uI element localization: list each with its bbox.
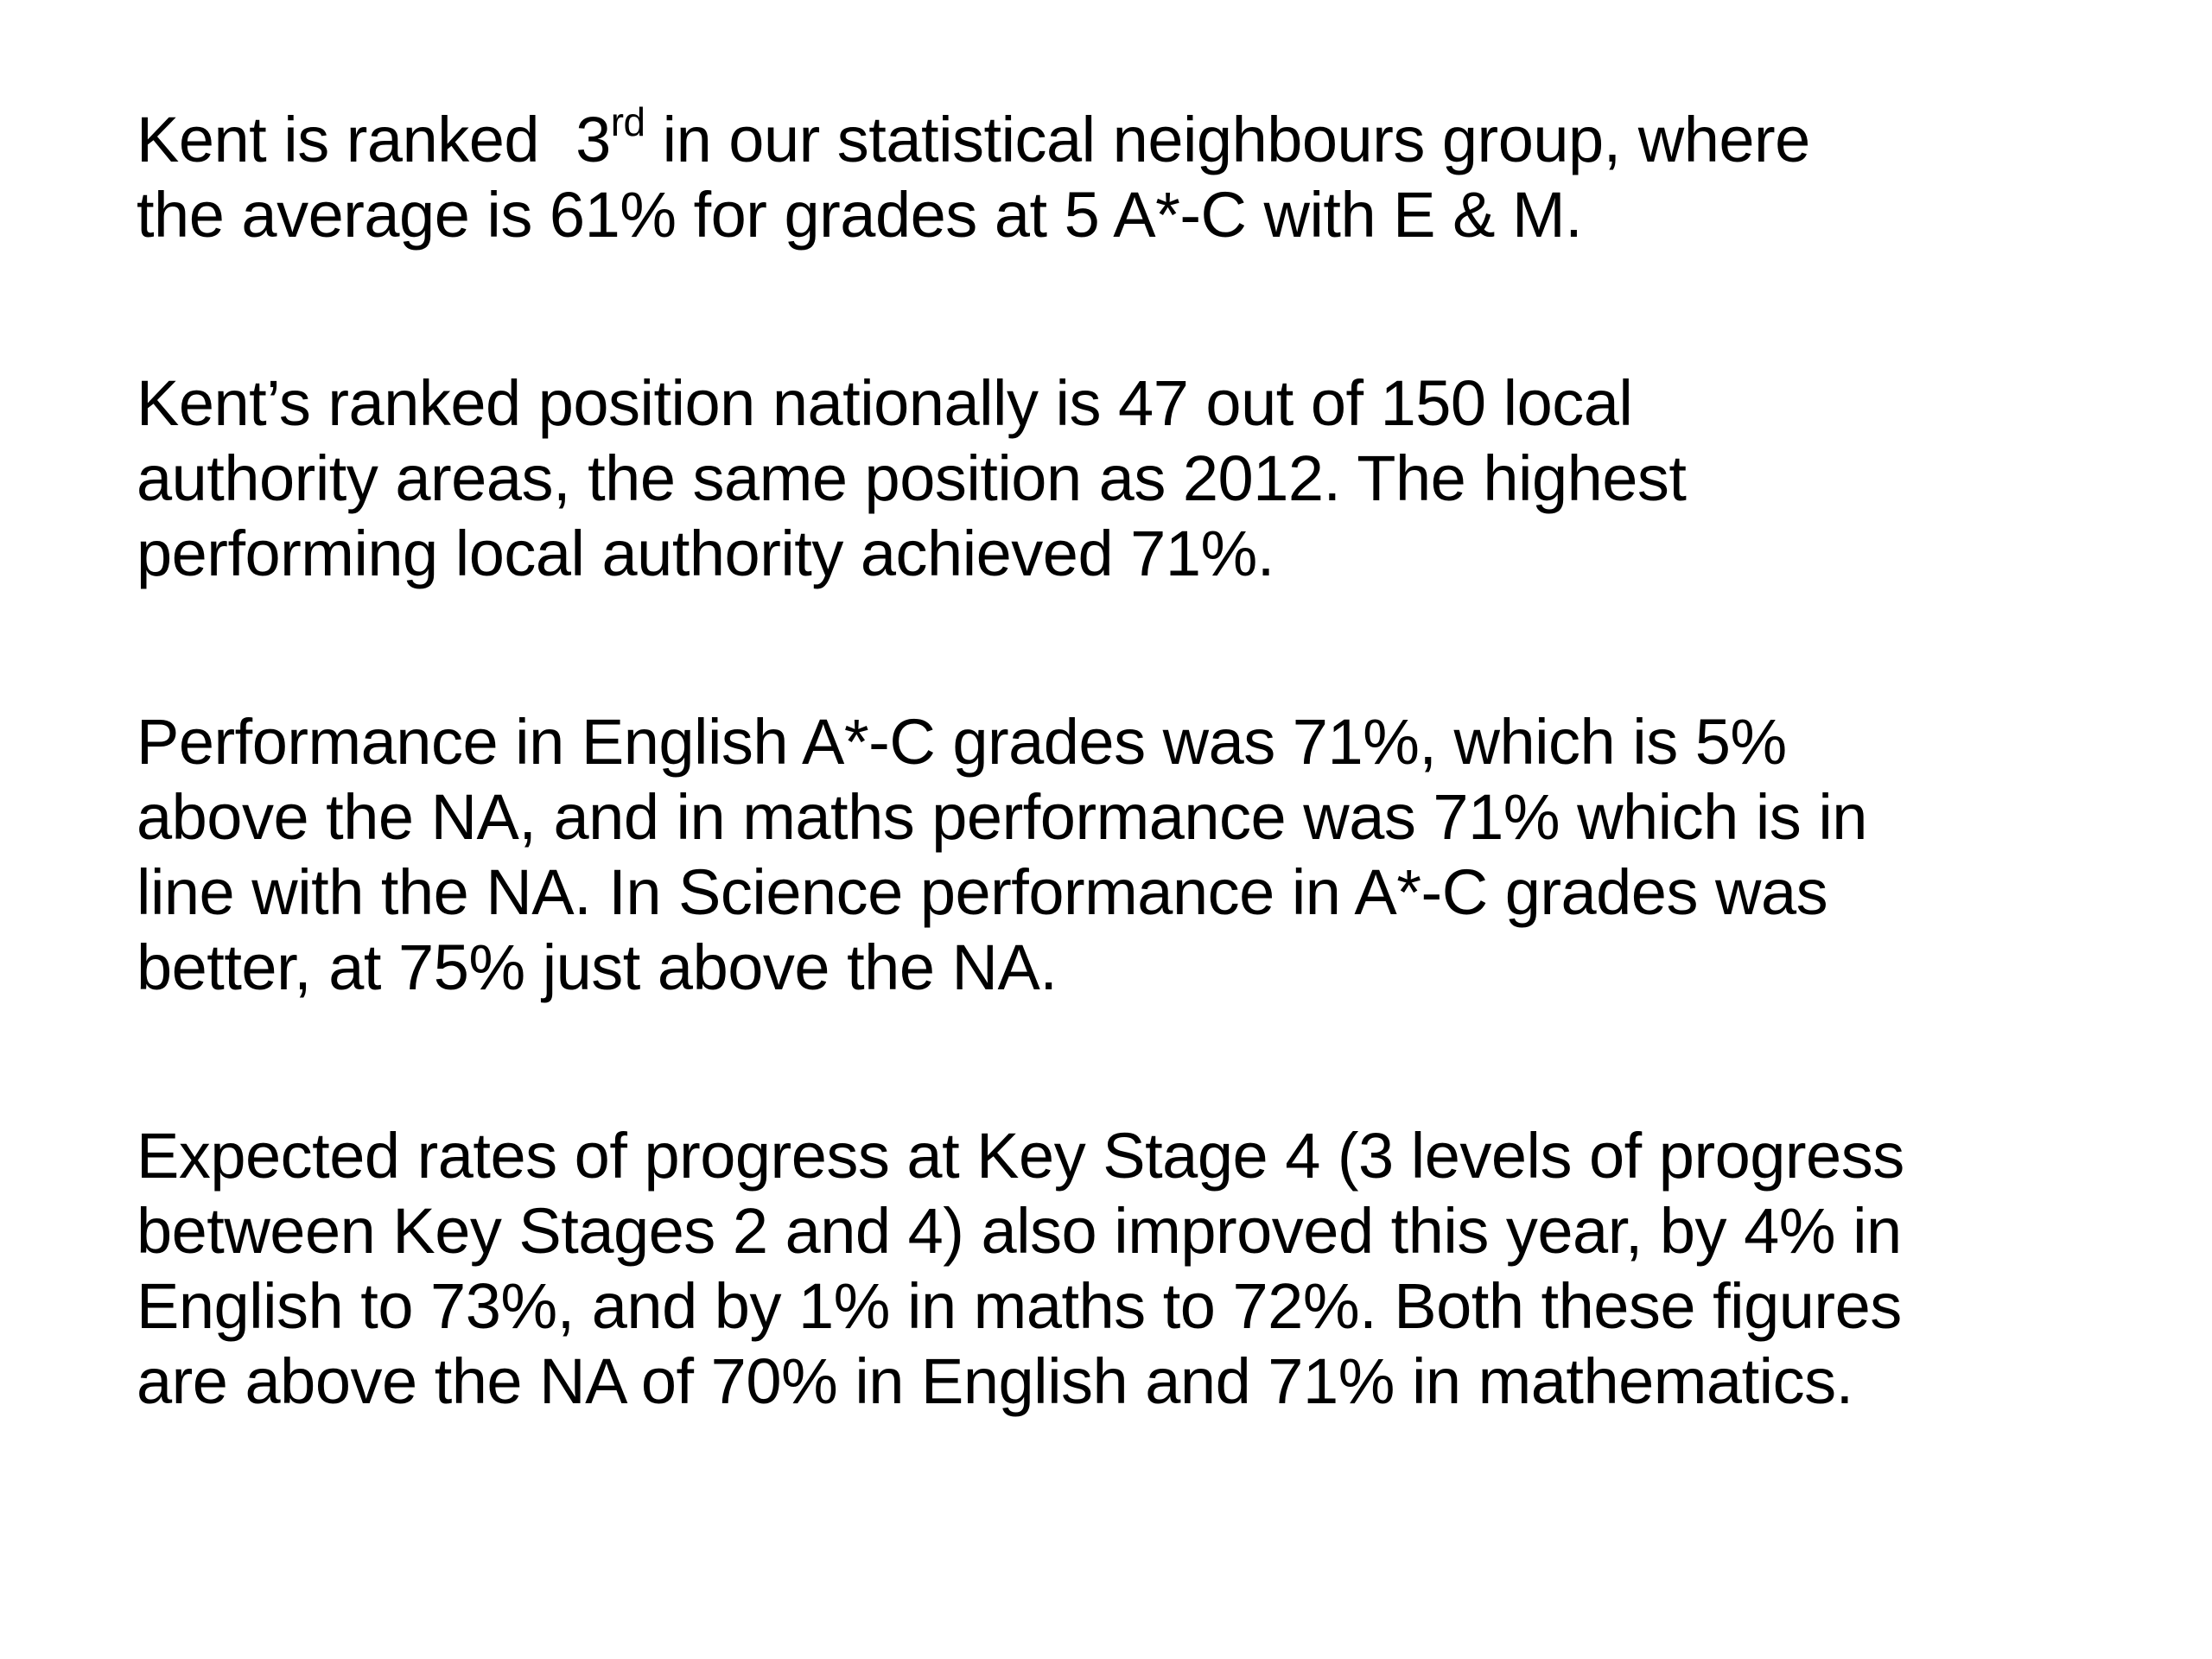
text-line: Kent’s ranked position nationally is 47 out of 150 local [137,367,1633,439]
paragraph-ranking-neighbours [137,99,2124,252]
slide-body [137,99,2124,1419]
text-line: English to 73%, and by 1% in maths to 72%. Both these figures [137,1270,1902,1342]
paragraph-national-position [137,365,2124,591]
rank-number: 3 [575,104,611,175]
text-line: Expected rates of progress at Key Stage 4 (3 levels of progress [137,1120,1904,1192]
text-line: above the NA, and in maths performance was 71% which is in [137,781,1867,853]
paragraph-expected-progress [137,1118,2124,1419]
text-line: Performance in English A*-C grades was 71%, which is 5% [137,706,1787,778]
text-line: authority areas, the same position as 2012. The highest [137,442,1687,514]
text-line: between Key Stages 2 and 4) also improved this year, by 4% in [137,1195,1902,1267]
text-line: the average is 61% for grades at 5 A*-C with E & M. [137,179,1583,251]
text-line: line with the NA. In Science performance in A*-C grades was [137,856,1828,928]
text-run: Kent is ranked [137,104,557,175]
text-line: better, at 75% just above the NA. [137,931,1058,1003]
text-line: are above the NA of 70% in English and 71% in mathematics. [137,1345,1853,1417]
text-line [137,99,2124,177]
rank-ordinal-suffix: rd [610,99,645,144]
text-run: in our statistical neighbours group, where [645,104,1810,175]
text-line: performing local authority achieved 71%. [137,518,1274,589]
paragraph-subject-performance [137,704,2124,1005]
